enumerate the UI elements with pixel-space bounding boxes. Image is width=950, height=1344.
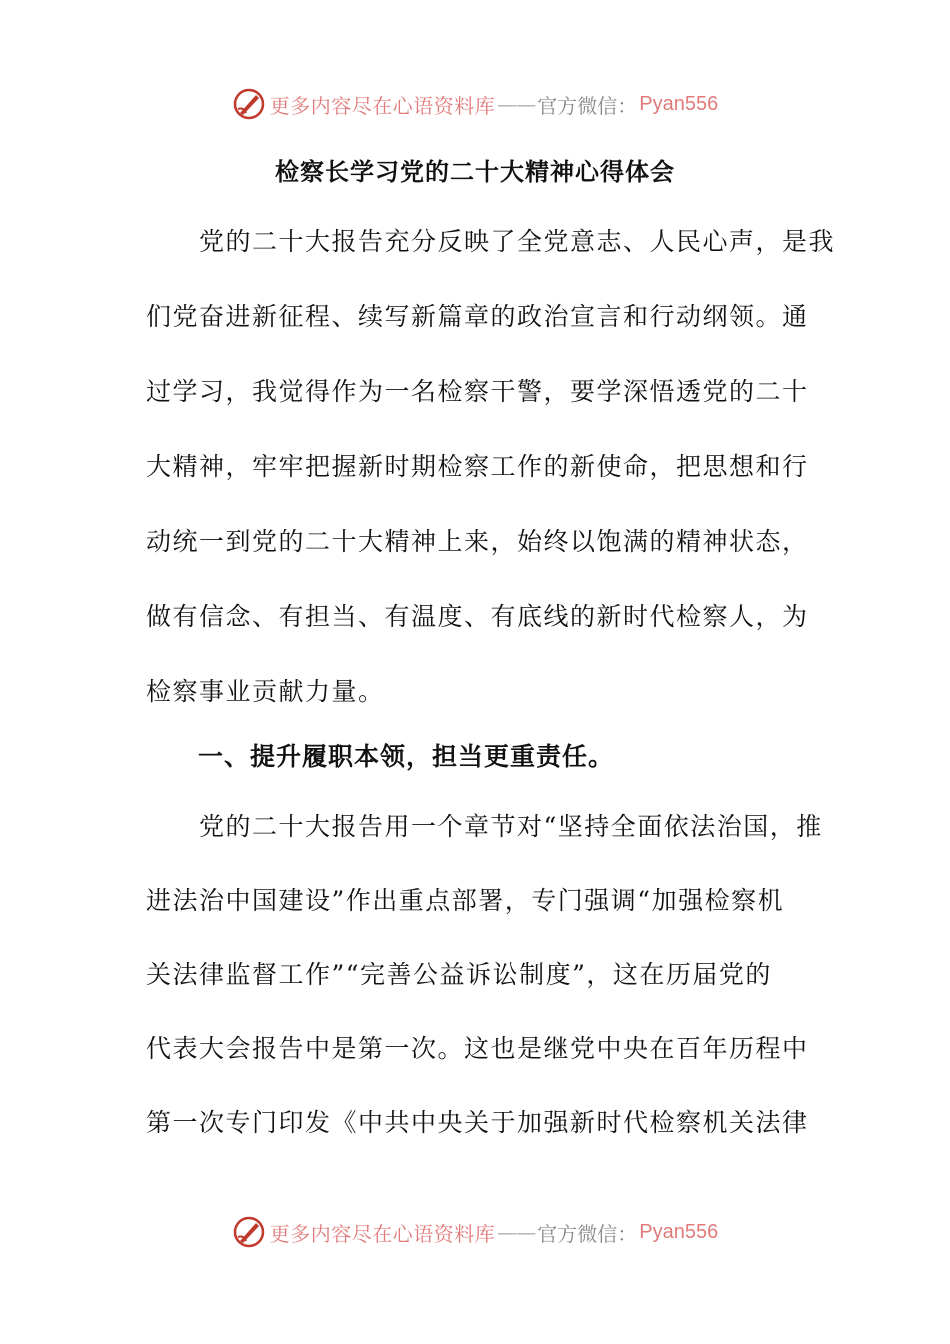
footer-banner: [0, 1212, 950, 1252]
quill-seal-icon: [232, 87, 266, 121]
body-line: 检察事业贡献力量。: [146, 677, 385, 706]
wechat-id: Pyan556: [639, 1220, 719, 1243]
header-banner: [0, 84, 950, 124]
body-line: 进法治中国建设”作出重点部署，专门强调“加强检察机: [146, 886, 785, 915]
section-heading: 一、提升履职本领，担当更重责任。: [146, 742, 615, 771]
body-line: 第一次专门印发《中共中央关于加强新时代检察机关法律: [146, 1108, 809, 1137]
body-line: 大精神，牢牢把握新时期检察工作的新使命，把思想和行: [146, 452, 809, 481]
body-line: 代表大会报告中是第一次。这也是继党中央在百年历程中: [146, 1034, 809, 1063]
body-line: 过学习，我觉得作为一名检察干警，要学深悟透党的二十: [146, 377, 809, 406]
promo-text: 更多内容尽在心语资料库: [269, 93, 496, 118]
document-title: 检察长学习党的二十大精神心得体会: [275, 157, 675, 186]
body-line: 做有信念、有担当、有温度、有底线的新时代检察人，为: [146, 602, 809, 631]
body-line: 动统一到党的二十大精神上来，始终以饱满的精神状态，: [146, 527, 809, 556]
wechat-label: 官方微信：: [537, 1221, 638, 1246]
body-line: 党的二十大报告充分反映了全党意志、人民心声，是我: [146, 227, 836, 256]
body-line: 们党奋进新征程、续写新篇章的政治宣言和行动纲领。通: [146, 302, 809, 331]
promo-separator: ——: [497, 92, 536, 116]
promo-separator: ——: [497, 1220, 536, 1244]
body-line: 党的二十大报告用一个章节对“坚持全面依法治国，推: [146, 812, 823, 841]
body-line: 关法律监督工作”“完善公益诉讼制度”，这在历届党的: [146, 960, 772, 989]
quill-seal-icon: [232, 1215, 266, 1249]
wechat-label: 官方微信：: [537, 93, 638, 118]
promo-text: 更多内容尽在心语资料库: [269, 1221, 496, 1246]
wechat-id: Pyan556: [639, 92, 719, 115]
